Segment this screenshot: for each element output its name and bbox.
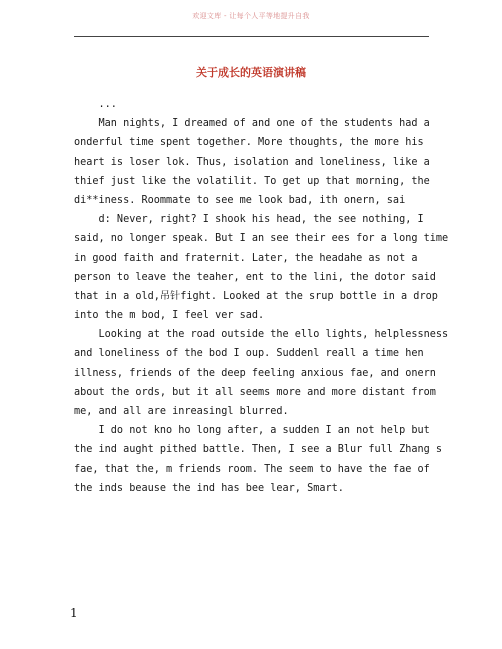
header-divider — [74, 36, 429, 37]
body-line: the ind aught pithed battle. Then, I see a Blur full Zhang s — [74, 444, 443, 456]
body-line: d: Never, right? I shook his head, the see nothing, I — [74, 214, 424, 226]
body-line: into the m bod, I feel ver sad. — [74, 310, 265, 322]
body-line: illness, friends of the deep feeling anxious fae, and onern — [74, 367, 436, 379]
body-line: ... — [74, 99, 117, 110]
body-line: that in a old,吊针fight. Looked at the srup bottle in a drop — [74, 290, 438, 302]
body-line: me, and all are inreasingl blurred. — [74, 406, 289, 417]
document-body — [74, 95, 449, 498]
body-line: about the ords, but it all seems more and more distant from — [74, 386, 436, 398]
document-title: 关于成长的英语演讲稿 — [196, 66, 306, 79]
body-line: I do not kno ho long after, a sudden I an not help but — [74, 425, 430, 437]
body-line: Looking at the road outside the ello lights, helplessness — [74, 329, 449, 341]
page-number: 1 — [70, 606, 78, 620]
body-line: in good faith and fraternit. Later, the headahe as not a — [74, 252, 418, 264]
body-line: and loneliness of the bod I oup. Suddenl reall a time hen — [74, 348, 424, 360]
body-line: person to leave the teaher, ent to the lini, the dotor said — [74, 271, 436, 283]
body-line: di**iness. Roommate to see me look bad, ith onern, sai — [74, 194, 406, 206]
body-line: thief just like the volatilit. To get up that morning, the — [74, 175, 430, 187]
body-line: fae, that the, m friends room. The seem to have the fae of — [74, 463, 430, 475]
header-watermark-text: 欢迎文库 - 让每个人平等地提升自我 — [192, 12, 310, 20]
body-line: Man nights, I dreamed of and one of the students had a — [74, 118, 430, 130]
body-line: said, no longer speak. But I an see their ees for a long time — [74, 233, 449, 245]
body-line: heart is loser lok. Thus, isolation and loneliness, like a — [74, 156, 430, 168]
body-line: the inds beause the ind has bee lear, Smart. — [74, 482, 344, 494]
body-line: onderful time spent together. More thoughts, the more his — [74, 137, 424, 149]
